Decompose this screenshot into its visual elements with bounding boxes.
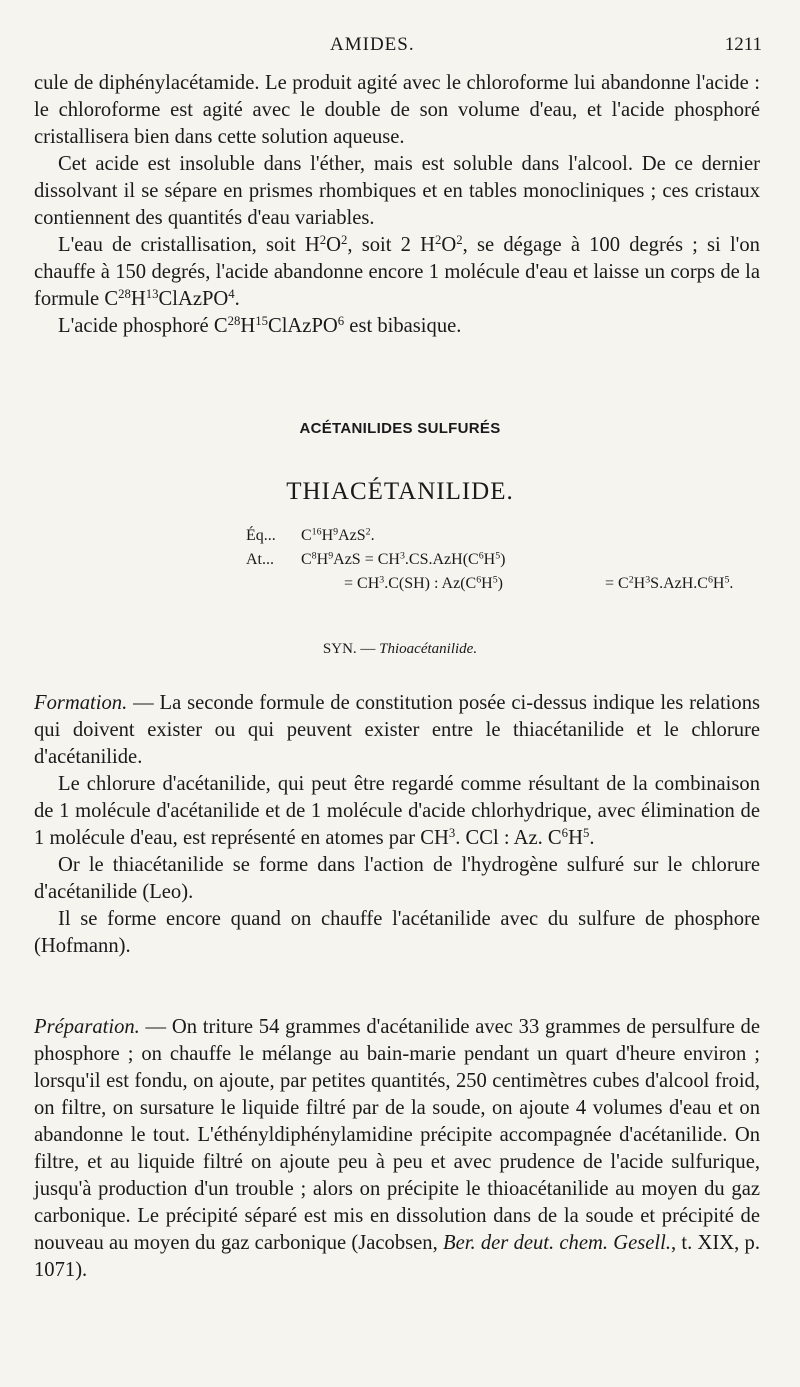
section-lead: Préparation.: [34, 1016, 140, 1038]
formula-alt-2: = $C^2H^3S.AzH.C^6H^5$.: [605, 574, 734, 592]
section-lead: Formation.: [34, 692, 128, 714]
formation-section: [34, 690, 760, 960]
synonym-label: SYN. —: [322, 641, 380, 657]
formula-atomic: At... $C^8H^9AzS = CH^3.CS.AzH(C^6H^5)$: [246, 548, 733, 572]
preparation-section: [34, 1014, 760, 1284]
paragraph: L'eau de cristallisation, soit $H^2O^2$, soit 2 $H^2O^2$, se dégage à 100 degrés ; si l'on chauffe à 150 degrés, l'acide abandonne encore 1 molécule d'eau et laisse un corps de la formule $C^{28}H^{13}ClAzPO^4$.: [34, 232, 760, 310]
compound-title: THIACÉTANILIDE.: [286, 478, 514, 505]
paragraph: Le chlorure d'acétanilide, qui peut être regardé comme résultant de la combinaison de 1 molécule d'acétanilide et de 1 molécule d'acide chlorhydrique, avec élimination de 1 molécule d'eau, est représenté en atomes par $CH^3$. CCl : Az. $C^6H^5$.: [34, 773, 760, 849]
page-number: 1211: [724, 34, 762, 55]
paragraph: Formation. — La seconde formule de constitution posée ci-dessus indique les relations qui doivent exister ou qui peuvent exister entre le thiacétanilide et le chlorure d'acétanilide.: [34, 692, 760, 768]
formula-alt-1: = $CH^3.C(SH)$ : $Az(C^6H^5)$: [344, 574, 503, 592]
running-title: AMIDES.: [330, 34, 415, 55]
reference-title: Ber. der deut. chem. Gesell.: [443, 1232, 672, 1254]
formula-label: At...: [246, 551, 274, 568]
formula-equivalent: Éq... $C^{16}H^9AzS^2$.: [246, 524, 733, 548]
paragraph: Il se forme encore quand on chauffe l'acétanilide avec du sulfure de phosphore (Hofmann).: [34, 908, 760, 957]
formula-label: Éq...: [246, 527, 276, 544]
paragraph: L'acide phosphoré $C^{28}H^{15}ClAzPO^6$ est bibasique.: [58, 313, 462, 337]
synonym-line: [0, 641, 800, 658]
paragraph: cule de diphénylacétamide. Le produit agité avec le chloroforme lui abandonne l'acide : le chloroforme est agité avec le double de son volume d'eau, et l'acide phosphoré cristallisera bien dans cette solution aqueuse.: [34, 72, 760, 148]
formula-block: [246, 524, 733, 596]
section-heading: ACÉTANILIDES SULFURÉS: [299, 420, 501, 437]
synonym-value: Thioacétanilide.: [379, 641, 478, 657]
paragraph: Cet acide est insoluble dans l'éther, mais est soluble dans l'alcool. De ce dernier dissolvant il se sépare en prismes rhombiques et en tables monocliniques ; ces cristaux contiennent des quantités d'eau variables.: [34, 153, 760, 229]
intro-text: [34, 70, 760, 340]
paragraph: Préparation. — On triture 54 grammes d'acétanilide avec 33 grammes de persulfure de phosphore ; on chauffe le mélange au bain-marie pendant un quart d'heure environ ; lorsqu'il est fondu, on ajoute, par petites quantités, 250 centimètres cubes d'alcool froid, on filtre, on sursature le liquide filtré par de la soude, on ajoute 4 volumes d'eau et on abandonne le tout. L'éthényldiphénylamidine précipite accompagnée d'acétanilide. On filtre, et au liquide filtré on ajoute peu à peu et avec prudence de l'acide sulfurique, jusqu'à production d'un trouble ; alors on précipite le thioacétanilide au moyen du gaz carbonique. Le précipité séparé est mis en dissolution dans de la soude et précipité de nouveau au moyen du gaz carbonique (Jacobsen, Ber. der deut. chem. Gesell., t. XIX, p. 1071).: [34, 1016, 760, 1281]
paragraph: Or le thiacétanilide se forme dans l'action de l'hydrogène sulfuré sur le chlorure d'acétanilide (Leo).: [34, 854, 760, 903]
running-header: [0, 30, 800, 58]
